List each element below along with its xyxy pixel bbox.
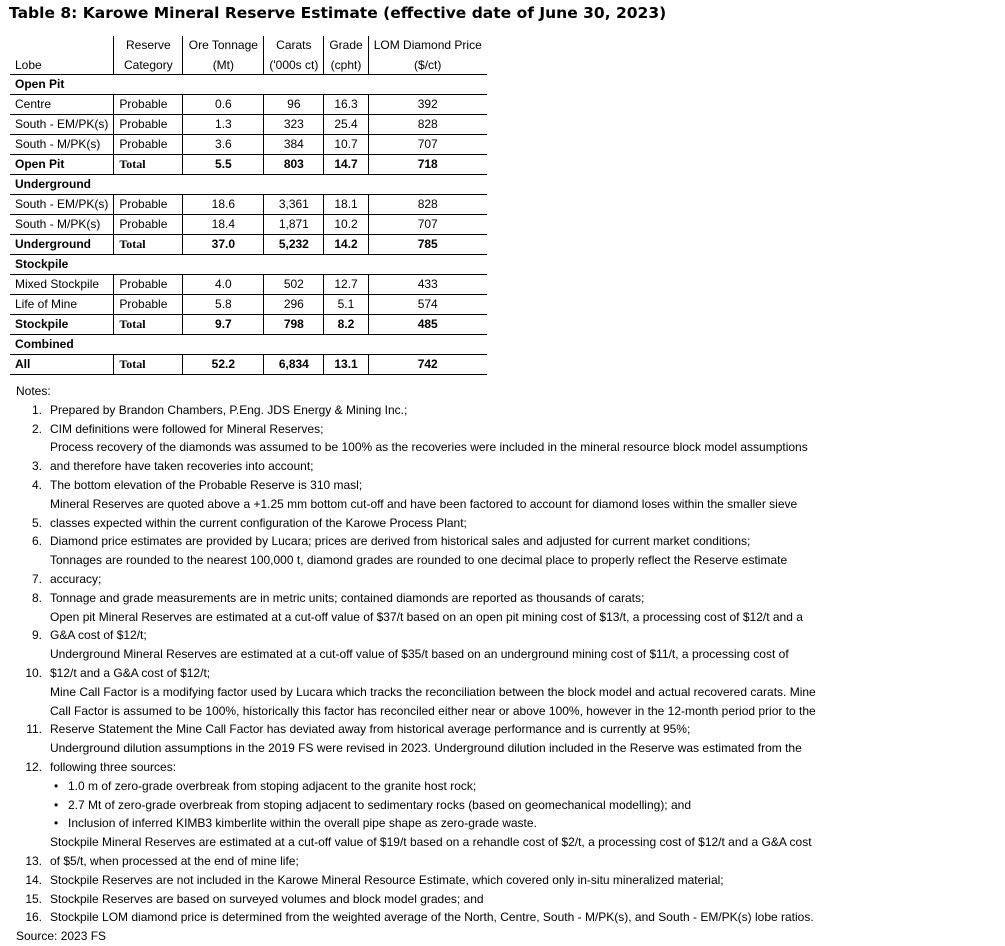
table-cell: Open Pit — [10, 155, 114, 175]
note-number: 15. — [25, 891, 42, 906]
table-cell: (Mt) — [183, 55, 264, 75]
table-cell: LOM Diamond Price — [368, 36, 487, 55]
table-cell: Reserve — [114, 36, 183, 55]
table-cell: 5.5 — [183, 155, 264, 175]
table-cell: 10.2 — [324, 215, 368, 235]
note-text: Underground Mineral Reserves are estimated at a cut-off value of $35/t based on an underground mining cost of $11/t, a processing cost of $12/t and a G&A cost of $12/t; — [50, 647, 789, 680]
note-text: Mineral Reserves are quoted above a +1.25 mm bottom cut-off and have been factored to account for diamond loses within the smaller sieve classes expected within the current configuration of the Karowe Process Plant; — [50, 496, 798, 530]
note-number: 5. — [31, 515, 42, 530]
table-cell: 296 — [264, 295, 324, 315]
table-cell: 3,361 — [264, 195, 324, 215]
note-text: Stockpile Reserves are not included in the Karowe Mineral Resource Estimate, which covered only in-situ mineralized material; — [50, 872, 724, 887]
table-row — [10, 195, 487, 215]
bullet-icon: • — [54, 778, 59, 793]
note-item — [16, 908, 816, 927]
note-number: 3. — [31, 459, 42, 474]
note-item — [16, 833, 816, 871]
table-cell: Lobe — [10, 55, 114, 75]
table-cell: Probable — [114, 215, 183, 235]
table-cell: (cpht) — [324, 55, 368, 75]
table-row — [10, 215, 487, 235]
table-cell: 12.7 — [324, 275, 368, 295]
table-cell: 707 — [368, 135, 487, 155]
bullet-icon: • — [54, 816, 59, 831]
note-bullet — [16, 777, 816, 796]
table-cell: Life of Mine — [10, 295, 114, 315]
table-cell: 433 — [368, 275, 487, 295]
table-cell: 384 — [264, 135, 324, 155]
header-row — [10, 36, 487, 55]
note-text: Mine Call Factor is a modifying factor used by Lucara which tracks the reconciliation between the block model and actual recovered carats. Mine Call Factor is assumed to be 100%, historically this factor has reconciled either near or above 100%, however in the 12-month period prior to the Reserve Statement the Mine Call Factor has deviated away from historical average performance and is currently at 95%; — [50, 684, 816, 737]
section-label: Combined — [10, 335, 487, 355]
table-cell: 18.1 — [324, 195, 368, 215]
table-cell: Stockpile — [10, 315, 114, 335]
note-text: The bottom elevation of the Probable Reserve is 310 masl; — [50, 477, 363, 492]
table-cell: Centre — [10, 95, 114, 115]
note-bullet — [16, 814, 816, 833]
table-cell: 5.1 — [324, 295, 368, 315]
table-cell: South - M/PK(s) — [10, 135, 114, 155]
table-cell: 828 — [368, 115, 487, 135]
table-cell: 96 — [264, 95, 324, 115]
mineral-reserve-table — [10, 36, 487, 375]
table-cell: 742 — [368, 355, 487, 375]
table-cell: 25.4 — [324, 115, 368, 135]
table-cell: 485 — [368, 315, 487, 335]
notes-list — [16, 401, 816, 927]
table-cell: South - EM/PK(s) — [10, 115, 114, 135]
table-cell: 14.7 — [324, 155, 368, 175]
note-number: 12. — [25, 759, 42, 774]
table-cell: 502 — [264, 275, 324, 295]
table-cell: 5.8 — [183, 295, 264, 315]
note-text: Tonnages are rounded to the nearest 100,000 t, diamond grades are rounded to one decimal place to properly reflect the Reserve estimate accuracy; — [50, 553, 788, 586]
note-number: 11. — [26, 722, 42, 737]
note-number: 7. — [31, 571, 42, 586]
note-number: 14. — [25, 872, 42, 887]
table-row — [10, 295, 487, 315]
table-cell: 323 — [264, 115, 324, 135]
source-line: Source: 2023 FS — [16, 929, 107, 944]
table-cell — [10, 36, 114, 55]
section-row — [10, 255, 487, 275]
table-row — [10, 115, 487, 135]
bullet-icon: • — [54, 797, 59, 812]
table-cell: 1.3 — [183, 115, 264, 135]
section-row — [10, 75, 487, 95]
header-row — [10, 55, 487, 75]
table-cell: Mixed Stockpile — [10, 275, 114, 295]
note-item — [16, 683, 816, 739]
table-cell: 6,834 — [264, 355, 324, 375]
note-number: 9. — [31, 628, 42, 643]
total-row — [10, 155, 487, 175]
table-cell: South - EM/PK(s) — [10, 195, 114, 215]
table-cell: 52.2 — [183, 355, 264, 375]
table-cell: South - M/PK(s) — [10, 215, 114, 235]
table-cell: 18.6 — [183, 195, 264, 215]
note-number: 2. — [31, 421, 42, 436]
table-cell: 3.6 — [183, 135, 264, 155]
note-item — [16, 495, 816, 533]
table-cell: Category — [114, 55, 183, 75]
table-cell: Ore Tonnage — [183, 36, 264, 55]
table-cell: 10.7 — [324, 135, 368, 155]
table-cell: Total — [114, 235, 183, 255]
bullet-text: Inclusion of inferred KIMB3 kimberlite within the overall pipe shape as zero-grade waste. — [68, 816, 537, 831]
table-cell: 803 — [264, 155, 324, 175]
table-cell: 16.3 — [324, 95, 368, 115]
note-item — [16, 608, 816, 646]
table-cell: Carats — [264, 36, 324, 55]
table-cell: Probable — [114, 195, 183, 215]
table-cell: 13.1 — [324, 355, 368, 375]
table-row — [10, 275, 487, 295]
note-number: 1. — [31, 402, 42, 417]
note-text: Underground dilution assumptions in the 2019 FS were revised in 2023. Underground dilution included in the Reserve was estimated from the following three sources: — [50, 741, 802, 774]
total-row — [10, 355, 487, 375]
notes-section — [16, 382, 816, 946]
section-row — [10, 175, 487, 195]
note-number: 8. — [31, 590, 42, 605]
bullet-text: 2.7 Mt of zero-grade overbreak from stoping adjacent to sedimentary rocks (based on geomechanical modelling); and — [68, 797, 691, 812]
table-cell: 5,232 — [264, 235, 324, 255]
table-cell: Underground — [10, 235, 114, 255]
note-item — [16, 438, 816, 476]
table-cell: 785 — [368, 235, 487, 255]
table-cell: 1,871 — [264, 215, 324, 235]
table-cell: 4.0 — [183, 275, 264, 295]
table-cell: 718 — [368, 155, 487, 175]
table-cell: Total — [114, 155, 183, 175]
note-number: 13. — [25, 853, 42, 868]
table-cell: 18.4 — [183, 215, 264, 235]
note-text: Open pit Mineral Reserves are estimated at a cut-off value of $37/t based on an open pit mining cost of $13/t, a processing cost of $12/t and a G&A cost of $12/t; — [50, 609, 803, 643]
table-cell: 0.6 — [183, 95, 264, 115]
table-cell: 9.7 — [183, 315, 264, 335]
total-row — [10, 315, 487, 335]
table-cell: 798 — [264, 315, 324, 335]
note-number: 16. — [25, 910, 42, 925]
table-cell: Probable — [114, 135, 183, 155]
table-cell: 14.2 — [324, 235, 368, 255]
table-cell: 707 — [368, 215, 487, 235]
table-row — [10, 135, 487, 155]
table-cell: Grade — [324, 36, 368, 55]
note-text: Prepared by Brandon Chambers, P.Eng. JDS Energy & Mining Inc.; — [50, 402, 408, 417]
note-text: Stockpile LOM diamond price is determined from the weighted average of the North, Centre, South - M/PK(s), and South - EM/PK(s) lobe ratios. — [50, 910, 814, 925]
table-cell: ('000s ct) — [264, 55, 324, 75]
note-number: 4. — [31, 477, 42, 492]
note-text: Diamond price estimates are provided by Lucara; prices are derived from historical sales and adjusted for current market conditions; — [50, 534, 751, 549]
section-label: Underground — [10, 175, 487, 195]
note-item — [16, 589, 816, 608]
table-cell: Probable — [114, 115, 183, 135]
note-item — [16, 476, 816, 495]
note-text: Stockpile Mineral Reserves are estimated at a cut-off value of $19/t based on a rehandle cost of $2/t, a processing cost of $12/t and a G&A cost of $5/t, when processed at the end of mine life; — [50, 835, 812, 868]
table-cell: Probable — [114, 95, 183, 115]
section-row — [10, 335, 487, 355]
note-item — [16, 645, 816, 683]
notes-label: Notes: — [16, 384, 51, 398]
table-cell: Total — [114, 355, 183, 375]
total-row — [10, 235, 487, 255]
note-item — [16, 532, 816, 551]
note-item — [16, 739, 816, 777]
note-bullet — [16, 796, 816, 815]
note-item — [16, 890, 816, 909]
note-number: 6. — [31, 534, 42, 549]
table-cell: ($/ct) — [368, 55, 487, 75]
section-label: Open Pit — [10, 75, 487, 95]
table-title: Table 8: Karowe Mineral Reserve Estimate (effective date of June 30, 2023) — [9, 4, 667, 22]
table-cell: 37.0 — [183, 235, 264, 255]
table-cell: All — [10, 355, 114, 375]
table-cell: 828 — [368, 195, 487, 215]
table-cell: 574 — [368, 295, 487, 315]
note-item — [16, 401, 816, 420]
note-text: CIM definitions were followed for Mineral Reserves; — [50, 421, 324, 436]
note-item — [16, 420, 816, 439]
note-text: Tonnage and grade measurements are in metric units; contained diamonds are reported as thousands of carats; — [50, 590, 645, 605]
table-cell: Probable — [114, 275, 183, 295]
table-cell: Total — [114, 315, 183, 335]
bullet-text: 1.0 m of zero-grade overbreak from stoping adjacent to the granite host rock; — [68, 778, 477, 793]
note-text: Stockpile Reserves are based on surveyed volumes and block model grades; and — [50, 891, 484, 906]
table-cell: 8.2 — [324, 315, 368, 335]
note-number: 10. — [25, 665, 42, 680]
note-item — [16, 551, 816, 589]
table-cell: Probable — [114, 295, 183, 315]
note-text: Process recovery of the diamonds was assumed to be 100% as the recoveries were included in the mineral resource block model assumptions and therefore have taken recoveries into account; — [50, 440, 808, 474]
section-label: Stockpile — [10, 255, 487, 275]
table-row — [10, 95, 487, 115]
table-cell: 392 — [368, 95, 487, 115]
note-item — [16, 871, 816, 890]
